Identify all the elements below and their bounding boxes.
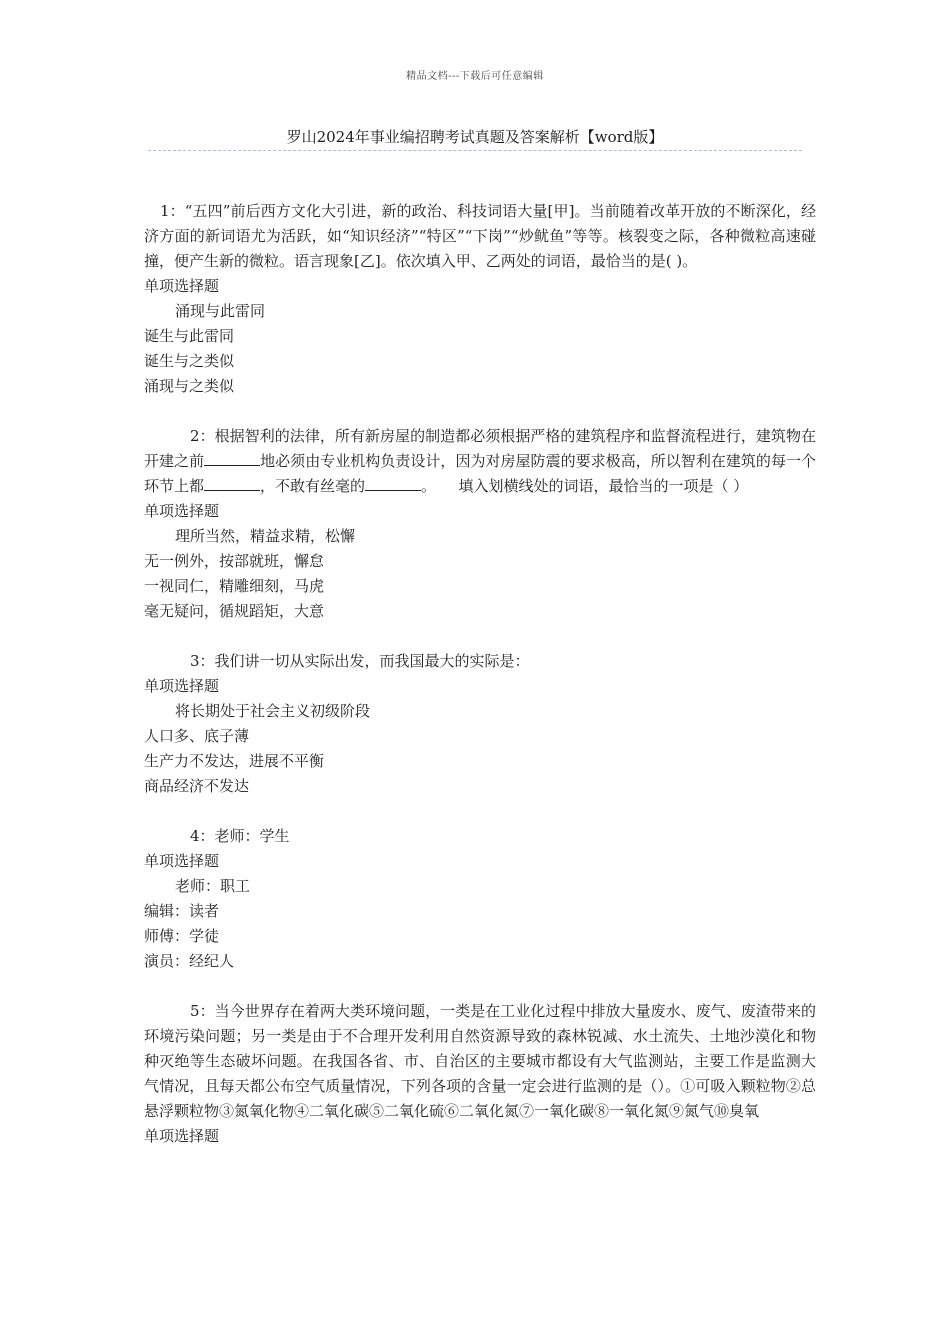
question-3-number: 3：: [190, 652, 215, 670]
question-3-text: [144, 649, 816, 674]
question-5-text: [144, 999, 816, 1124]
question-2-option-a[interactable]: 理所当然，精益求精，松懈: [175, 527, 356, 545]
question-2-blank-1: [204, 450, 260, 466]
question-5: [144, 999, 816, 1149]
question-3-option-b[interactable]: 人口多、底子薄: [144, 727, 250, 745]
question-4-type: 单项选择题: [144, 852, 220, 870]
question-2-option-b[interactable]: 无一例外，按部就班，懈怠: [144, 552, 325, 570]
document-title: 罗山2024年事业编招聘考试真题及答案解析【word版】: [286, 128, 664, 146]
question-1-option-c[interactable]: 诞生与之类似: [144, 352, 235, 370]
question-4-option-b[interactable]: 编辑：读者: [144, 902, 220, 920]
question-2-stem-part-2: 地必须由专业机构负责设计，因为对房屋防震的要求极高，所以智利在建筑的每一个环节上都: [144, 452, 816, 495]
question-5-number: 5：: [190, 1002, 215, 1020]
question-2-number: 2：: [190, 427, 215, 445]
question-4-number: 4：: [190, 827, 215, 845]
question-3-option-d[interactable]: 商品经济不发达: [144, 777, 250, 795]
question-2: [144, 424, 816, 624]
question-4-text: [144, 824, 816, 849]
header-note: 精品文档---下载后可任意编辑: [406, 71, 544, 82]
question-2-type: 单项选择题: [144, 502, 220, 520]
question-1: [144, 199, 816, 399]
question-1-type: 单项选择题: [144, 277, 220, 295]
question-3-stem: 我们讲一切从实际出发，而我国最大的实际是：: [214, 652, 530, 670]
question-3-option-c[interactable]: 生产力不发达，进展不平衡: [144, 752, 325, 770]
question-1-option-b[interactable]: 诞生与此雷同: [144, 327, 235, 345]
question-1-option-a[interactable]: 涌现与此雷同: [175, 302, 266, 320]
question-4-option-c[interactable]: 师傅：学徒: [144, 927, 220, 945]
question-3: [144, 649, 816, 799]
question-1-text: [144, 199, 816, 274]
question-4-stem: 老师：学生: [214, 827, 290, 845]
question-2-stem-part-3: ，不敢有丝毫的: [260, 477, 366, 495]
question-1-number: 1：: [160, 202, 185, 220]
question-2-option-c[interactable]: 一视同仁，精雕细刻，马虎: [144, 577, 325, 595]
question-5-stem: 当今世界存在着两大类环境问题，一类是在工业化过程中排放大量废水、废气、废渣带来的环境污染问题；另一类是由于不合理开发利用自然资源导致的森林锐减、水土流失、土地沙漠化和物种灭绝等生态破坏问题。在我国各省、市、自治区的主要城市都设有大气监测站，主要工作是监测大气情况，且每天都公布空气质量情况，下列各项的含量一定会进行监测的是（）。①可吸入颗粒物②总悬浮颗粒物③氮氧化物④二氧化碳⑤二氧化硫⑥二氧化氮⑦一氧化碳⑧一氧化氮⑨氮气⑩臭氧: [144, 1002, 816, 1120]
title-divider: [148, 150, 802, 151]
question-5-type: 单项选择题: [144, 1127, 220, 1145]
question-2-text: [144, 424, 816, 499]
question-2-stem-part-4: 。 填入划横线处的词语，最恰当的一项是（ ）: [421, 477, 749, 495]
question-1-option-d[interactable]: 涌现与之类似: [144, 377, 235, 395]
question-4: [144, 824, 816, 974]
question-1-stem: “五四”前后西方文化大引进，新的政治、科技词语大量[甲]。当前随着改革开放的不断深化，经济方面的新词语尤为活跃，如“知识经济”“特区”“下岗”“炒鱿鱼”等等。核裂变之际，各种微粒高速碰撞，便产生新的微粒。语言现象[乙]。依次填入甲、乙两处的词语，最恰当的是( )。: [144, 202, 817, 270]
question-2-blank-3: [365, 475, 421, 491]
question-3-type: 单项选择题: [144, 677, 220, 695]
question-2-option-d[interactable]: 毫无疑问，循规蹈矩，大意: [144, 602, 325, 620]
question-2-blank-2: [204, 475, 260, 491]
question-4-option-a[interactable]: 老师：职工: [175, 877, 251, 895]
question-4-option-d[interactable]: 演员：经纪人: [144, 952, 235, 970]
question-3-option-a[interactable]: 将长期处于社会主义初级阶段: [175, 702, 371, 720]
question-list: [144, 199, 816, 1174]
question-2-stem-part-1: 根据智利的法律，所有新房屋的制造都必须根据严格的建筑程序和监督流程进行，建筑物在开建之前: [144, 427, 816, 470]
